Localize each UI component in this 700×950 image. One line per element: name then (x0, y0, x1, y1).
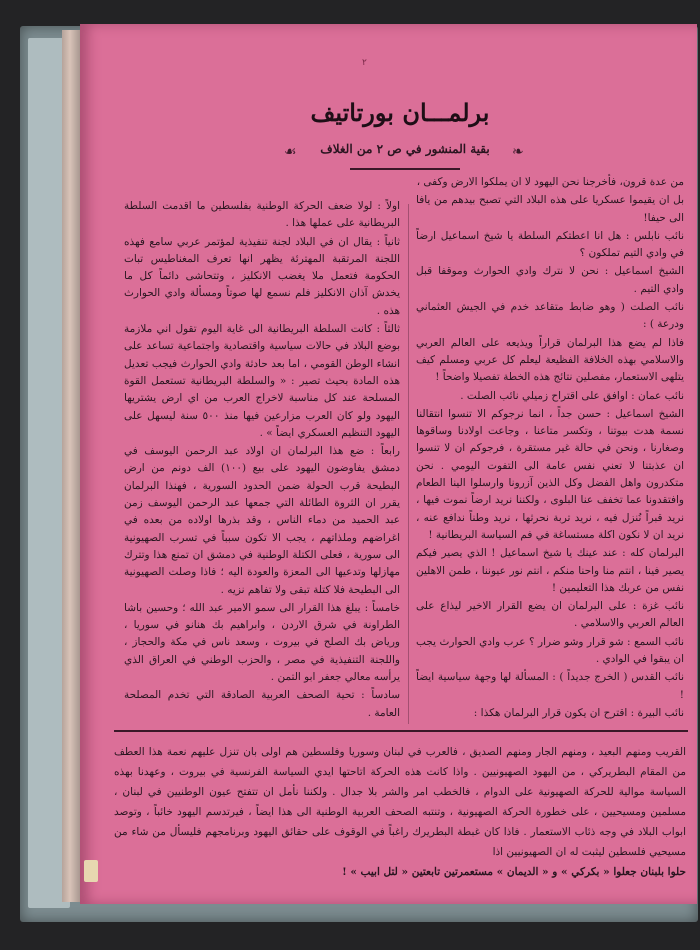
paragraph: بل ان يقيموا عسكريا على هذه البلاد التي تصبح بيدهم من يافا الى حيفا! (416, 194, 684, 224)
paragraph: نائب الصلت ( وهو ضابط متقاعد خدم في الجيش العثماني ودرعة ) : (416, 301, 684, 331)
paragraph: رابعاً : ضع هذا البرلمان ان اولاد عبد الرحمن اليوسف في دمشق يفاوضون اليهود على بيع (١٠٠) الف دونم من ارض البطيحة قرب الحولة ضمن الحدود السورية ، فهنذا البرلمان يقرر ان الثروة الطائلة التي جمعها عبد الرحمن اليوسف زمن عبد الحميد من دماء الناس ، وقد بذرها اولاده من بعده في اغراضهم وملذاتهم ، يجب الا تكون سبباً في تسرب الصهيونية الى سورية ، فعلى الكتلة الوطنية في دمشق ان تمنع هذا وتترك مهازلها وتدعيها الى المعزة والعودة اليه ؛ فاذا وصلت الصهيونية الى البطيحة فلا كتلة تبقى ولا تفاهم نزيه . (124, 445, 400, 596)
paragraph: القريب ومنهم البعيد ، ومنهم الجار ومنهم الصديق ، فالعرب في لبنان وسوريا وفلسطين هم اولى بان تنزل عليهم نعمة هذا العطف من المقام البطريركي ، من اليهود الصهيونيين . واذا كانت هذه الحركة اتاحتها ايدي السياسة الفرنسية في بيروت ، وعهدنا بهذه السياسة موالية للحركة الصهيونية على الدوام ، فالخطب امر والشر بلا جدال . ولكننا نأمل ان تتفتح عيون الوطنيين في لبنان ، مسلمين ومسيحيين ، على خطورة الحركة الصهيونية ، وتنتبه الصحف العربية الوطنية الى هذا ايضاً ، فيرتدسم اليهود خائباً ، وتوصد ابواب البلاد في وجه ذئاب الاستعمار . فاذا كان غبطة البطريرك راغباً في الوقوف على حقائق اليهود وبرنامجهم فليسأل من شاء من مسيحيي فلسطين ليثبت له ان الصهيونيين اذا (114, 746, 686, 858)
paragraph: فاذا لم يضع هذا البرلمان قراراً ويذيعه على العالم العربي والاسلامي بهذه الخلافة الفظيعة ليعلم كل عربي ومسلم كيف يتلهى الاستعمار، مفصلين نتائج هذه الخطة تفصيلا واضحاً ! (416, 336, 684, 384)
paragraph: اولاً : لولا ضعف الحركة الوطنية بفلسطين ما اقدمت السلطة البريطانية على عملها هذا . (124, 200, 400, 230)
section-rule (114, 730, 688, 732)
title-rule (350, 168, 460, 170)
left-column (124, 198, 400, 723)
page-number: ٢ (362, 58, 367, 68)
paragraph: نائب السمع : شو قرار وشو ضرار ؟ عرب وادي الحوارث يجب ان يبقوا في الوادي . (416, 635, 684, 666)
closing-line: حلوا بلبنان جعلوا « بكركي » و « الديمان » مستعمرتين تابعتين « لتل ابيب » ! (342, 866, 686, 878)
paragraph: نائب البيرة : اقترح ان يكون قرار البرلمان هكذا : (473, 706, 684, 719)
bottom-article (114, 742, 686, 882)
paragraph: الشيخ اسماعيل : نحن لا نترك وادي الحوارث وموقفا قبل وادي التيم . (416, 265, 684, 295)
right-column (416, 174, 684, 723)
paragraph: نائب عمان : اوافق على اقتراح زميلي نائب الصلت . (460, 389, 684, 402)
paragraph: البرلمان كله : عند عينك يا شيخ اسماعيل ! الذي يصير فيكم يصير فينا ، انتم منا واحنا منكم ، انتم نور عيوننا ، طمن الاهلين نفس من عربك هذا التعليمين ! (416, 547, 684, 594)
paragraph: خامساً : يبلغ هذا القرار الى سمو الامير عبد الله ؛ وحسين باشا الطراونة في شرق الاردن ، وابراهيم بك هنانو في سوريا ، ورياض بك الصلح في بيروت ، وسعد ناس في مكة والحجاز ، واللجنة التنفيذية في مصر ، والحزب الوطني في العراق الذي يرأسه معالي جعفر ابو التمن . (124, 601, 400, 684)
paragraph: ثانياً : يقال ان في البلاد لجنة تنفيذية لمؤتمر عربي سامع فهذه اللجنة المرتقبة المهترئة يظهر انها تعرف المغناطيس تبات الحكومة فتعمل ملا يغضب الانكليز ، وتتحاشى دائماً كل ما يخدش آذان الانكليز فلم نسمع لها صوتاً ومسألة وادي الحوارث هذه . (124, 235, 400, 317)
ornament-left-icon: ☙ (284, 144, 297, 160)
paragraph: من عدة قرون، فأخرجنا نحن اليهود لا ان يملكوا الارض وكفى ، (416, 176, 684, 188)
newspaper-page (80, 24, 697, 904)
paragraph: نائب نابلس : هل انا اعطتكم السلطة يا شيخ اسماعيل ارضاً في وادي التيم تملكون ؟ (416, 229, 684, 260)
column-divider (408, 204, 409, 724)
paragraph: نائب غزة : على البرلمان ان يضع القرار الاخير ليذاع على العالم العربي والاسلامي . (416, 600, 684, 630)
paragraph: الشيخ اسماعيل : حسن جداً ، انما نرجوكم الا تنسوا انتقالنا نسمة هدت بيوتنا ، وتكسر متاعنا ، وجاعت اولادنا وساقوها وصغارنا ، ونحن في حالة غير مستقرة ، فرجوكم ان لا تنسوا ان عذبتنا لا تعني نفس عامة الى التفوت اليومي . نحن متكدرون واهل الفضل وكل الذين آزرونا وارسلوا الينا الطعام وافتقدونا عما تخفف عنا البلوى ، ولكننا نريد ارضاً نموت فيها ، نريد قبراً نُنزل فيه ، نريد تربة نحرثها ، نريد وطناً ندافع عنه ، نريد ان لا نكون اكلة مستساغة في فم السياسة البريطانية ! (416, 407, 684, 541)
paragraph: ثالثاً : كانت السلطة البريطانية الى غاية اليوم تقول اني ملازمة بوضع البلاد في حالات سياسية واقتصادية واجتماعية تساعد على انشاء الوطن القومي ، اما بعد حادثة وادي الحوارث فيجب تعديل هذه المادة بحيث تصير : « والسلطة البريطانية تستعمل القوة المسلحة عند كل مناسبة لاخراج العرب من اي ارض يشتريها اليهود ولو كان العرب مزارعين فيها منذ ٥٠٠ سنة ليسهل على اليهود التنظيم العسكري ايضاً » . (124, 323, 400, 439)
paragraph: سادساً : تحية الصحف العربية الصادقة التي تخدم المصلحة العامة . (124, 689, 400, 719)
ornament-right-icon: ❧ (512, 144, 524, 160)
article-subtitle: بقية المنشور في ص ٢ من الغلاف (320, 142, 490, 156)
page-edge (62, 30, 82, 902)
paragraph: نائب القدس ( الخرج جديداً ) : المسألة لها وجهة سياسية ايضاً ! (416, 671, 684, 701)
paper-tab (84, 860, 98, 882)
article-title: برلمـــان بورتاتيف (310, 98, 490, 127)
